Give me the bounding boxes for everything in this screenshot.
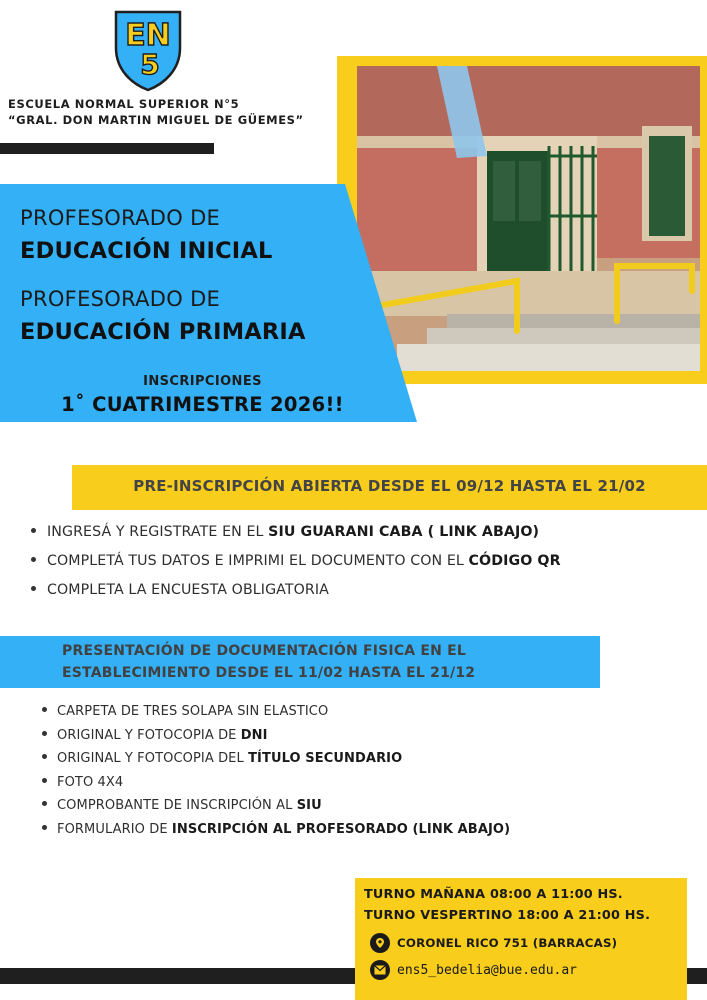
bullet-icon	[31, 557, 36, 562]
school-logo	[112, 8, 184, 92]
bullet-icon	[42, 801, 47, 806]
svg-text:EN: EN	[125, 18, 171, 53]
list-item: ORIGINAL Y FOTOCOPIA DEL TÍTULO SECUNDARIO	[42, 747, 510, 771]
list-item: INGRESÁ Y REGISTRATE EN EL SIU GUARANI CABA ( LINK ABAJO)	[31, 518, 561, 547]
location-pin-icon	[370, 933, 390, 953]
prof2-name: EDUCACIÓN PRIMARIA	[20, 319, 306, 345]
bullet-icon	[31, 586, 36, 591]
prof1-name: EDUCACIÓN INICIAL	[20, 238, 273, 264]
list-item: COMPLETÁ TUS DATOS E IMPRIMI EL DOCUMENTO CON EL CÓDIGO QR	[31, 547, 561, 576]
list-item: COMPLETA LA ENCUESTA OBLIGATORIA	[31, 576, 561, 605]
morning-shift: TURNO MAÑANA 08:00 A 11:00 HS.	[364, 887, 623, 902]
pre-inscription-text: PRE-INSCRIPCIÓN ABIERTA DESDE EL 09/12 HASTA EL 21/02	[133, 477, 646, 495]
evening-shift: TURNO VESPERTINO 18:00 A 21:00 HS.	[364, 908, 651, 923]
header-divider	[0, 143, 214, 154]
school-name-line1: ESCUELA NORMAL SUPERIOR N°5	[8, 97, 240, 111]
svg-text:5: 5	[140, 48, 160, 81]
bullet-icon	[42, 707, 47, 712]
bullet-icon	[42, 731, 47, 736]
school-name	[8, 96, 358, 128]
address: CORONEL RICO 751 (BARRACAS)	[370, 933, 617, 953]
prof2-prefix: PROFESORADO DE	[20, 287, 221, 311]
email[interactable]: ens5_bedelia@bue.edu.ar	[370, 960, 577, 980]
bullet-icon	[42, 778, 47, 783]
school-name-line2: “GRAL. DON MARTIN MIGUEL DE GÜEMES”	[8, 113, 304, 127]
documentation-list	[42, 700, 510, 841]
bullet-icon	[31, 528, 36, 533]
list-item: COMPROBANTE DE INSCRIPCIÓN AL SIU	[42, 794, 510, 818]
schedule	[364, 884, 650, 926]
prof1-prefix: PROFESORADO DE	[20, 206, 221, 230]
list-item: CARPETA DE TRES SOLAPA SIN ELASTICO	[42, 700, 510, 724]
bullet-icon	[42, 825, 47, 830]
period-label: 1˚ CUATRIMESTRE 2026!!	[61, 393, 344, 416]
inscripciones-label: INSCRIPCIONES	[143, 374, 262, 389]
school-entrance-photo	[357, 66, 700, 371]
documentation-banner-text: PRESENTACIÓN DE DOCUMENTACIÓN FISICA EN EL ESTABLECIMIENTO DESDE EL 11/02 HASTA EL 21/12	[62, 643, 476, 681]
bullet-icon	[42, 754, 47, 759]
list-item: FORMULARIO DE INSCRIPCIÓN AL PROFESORADO (LINK ABAJO)	[42, 818, 510, 842]
list-item: FOTO 4X4	[42, 771, 510, 795]
envelope-icon	[370, 960, 390, 980]
pre-inscription-steps	[31, 518, 561, 605]
list-item: ORIGINAL Y FOTOCOPIA DE DNI	[42, 724, 510, 748]
